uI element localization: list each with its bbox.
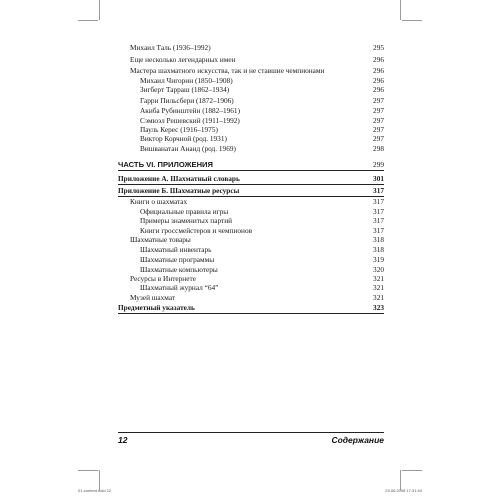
toc-entry-page: 319 (373, 255, 384, 264)
toc-entry-title: Михаил Чигорин (1850–1908) (140, 76, 233, 85)
crop-mark-top-right (400, 0, 401, 20)
toc-entry-title: Гарри Пильсбери (1872–1906) (140, 96, 234, 105)
toc-entry-page: 295 (373, 43, 384, 52)
toc-section-rule (118, 170, 384, 171)
slug-file: 01-content.indd 12 (78, 488, 112, 493)
toc-entry (118, 173, 384, 184)
toc-entry-page: 297 (373, 106, 384, 115)
toc-entry-title: Пауль Керес (1916–1975) (140, 125, 218, 134)
toc-entry-page: 296 (373, 55, 384, 64)
toc-entry-page: 320 (373, 265, 384, 274)
toc-entry (118, 302, 384, 313)
toc-entry-title: Примеры знаменитых партий (140, 216, 233, 225)
slug-datetime: 23.06.2008 17:31:44 (385, 488, 422, 493)
toc-entry-title: Приложение Б. Шахматные ресурсы (118, 186, 240, 195)
crop-mark-bottom-left-h (78, 470, 98, 471)
toc-entry-title: Книги о шахматах (130, 197, 188, 206)
running-footer-title: Содержание (331, 435, 384, 445)
footer-rule (118, 432, 384, 433)
toc-entry (118, 42, 384, 53)
toc-entry-page: 297 (373, 96, 384, 105)
crop-mark-top-left-h (78, 20, 98, 21)
toc-entry-title: Зигберт Тарраш (1862–1934) (140, 85, 230, 94)
toc-entry-page: 318 (373, 245, 384, 254)
toc-entry-page: 321 (373, 283, 384, 292)
toc-section-rule (118, 184, 384, 185)
toc-entry-page: 297 (373, 125, 384, 134)
toc-entry (118, 185, 384, 196)
toc-entry-page: 296 (373, 66, 384, 75)
toc-entry-title: Предметный указатель (118, 303, 195, 312)
toc-entry-page: 317 (373, 186, 384, 195)
toc-entry-title: Акиба Рубинштейн (1882–1961) (140, 106, 241, 115)
toc-section-rule (118, 313, 384, 314)
toc-entry-title: Еще несколько легендарных имен (130, 55, 236, 64)
toc-entry (118, 159, 384, 170)
crop-mark-top-left (99, 0, 100, 20)
toc-entry-title: Шахматные товары (130, 235, 191, 244)
toc-entry-page: 321 (373, 274, 384, 283)
toc-entry-title: Шахматные программы (140, 255, 215, 264)
toc-entry (118, 143, 384, 154)
toc-entry-title: Официальные правила игры (140, 207, 229, 216)
toc-entry-page: 298 (373, 144, 384, 153)
toc-entry-title: Шахматный инвентарь (140, 245, 212, 254)
toc-entry-page: 296 (373, 85, 384, 94)
toc-entry-page: 317 (373, 207, 384, 216)
toc-entry-title: Приложение А. Шахматный словарь (118, 174, 240, 183)
toc-entry-page: 317 (373, 226, 384, 235)
crop-mark-bottom-right-h (402, 470, 422, 471)
toc-entry-title: Михаил Таль (1936–1992) (130, 43, 211, 52)
toc-entry (118, 84, 384, 95)
crop-mark-bottom-right (400, 470, 401, 490)
page-number: 12 (118, 435, 128, 445)
toc-entry-title: Мастера шахматного искусства, так и не ставшие чемпионами (130, 66, 325, 75)
toc-entry-title: Ресурсы в Интернете (130, 274, 196, 283)
toc-entry-page: 296 (373, 76, 384, 85)
toc-section-rule (118, 196, 384, 197)
toc-entry-page: 297 (373, 134, 384, 143)
toc-entry-page: 318 (373, 235, 384, 244)
toc-entry-title: Книги гроссмейстеров и чемпионов (140, 226, 253, 235)
toc-entry-page: 301 (373, 174, 384, 183)
toc-entry-page: 297 (373, 116, 384, 125)
toc-entry-page: 321 (373, 293, 384, 302)
toc-entry-title: Шахматные компьютеры (140, 265, 218, 274)
toc-entry-page: 323 (373, 303, 384, 312)
toc-entry-page: 299 (373, 160, 384, 169)
crop-mark-bottom-left (99, 470, 100, 490)
toc-entry-page: 317 (373, 197, 384, 206)
toc-entry-title: Музей шахмат (130, 293, 176, 302)
toc-entry-page: 317 (373, 216, 384, 225)
toc-entry-title: Сэмюэл Решевский (1911–1992) (140, 116, 240, 125)
toc-entry-title: ЧАСТЬ VI. ПРИЛОЖЕНИЯ (118, 160, 213, 169)
toc-entry-title: Виктор Корчной (род. 1931) (140, 134, 227, 143)
toc-entry-title: Шахматный журнал “64” (140, 283, 219, 292)
toc-entry (118, 54, 384, 65)
crop-mark-top-right-h (402, 20, 422, 21)
toc-entry-title: Вишванатан Ананд (род. 1969) (140, 144, 236, 153)
